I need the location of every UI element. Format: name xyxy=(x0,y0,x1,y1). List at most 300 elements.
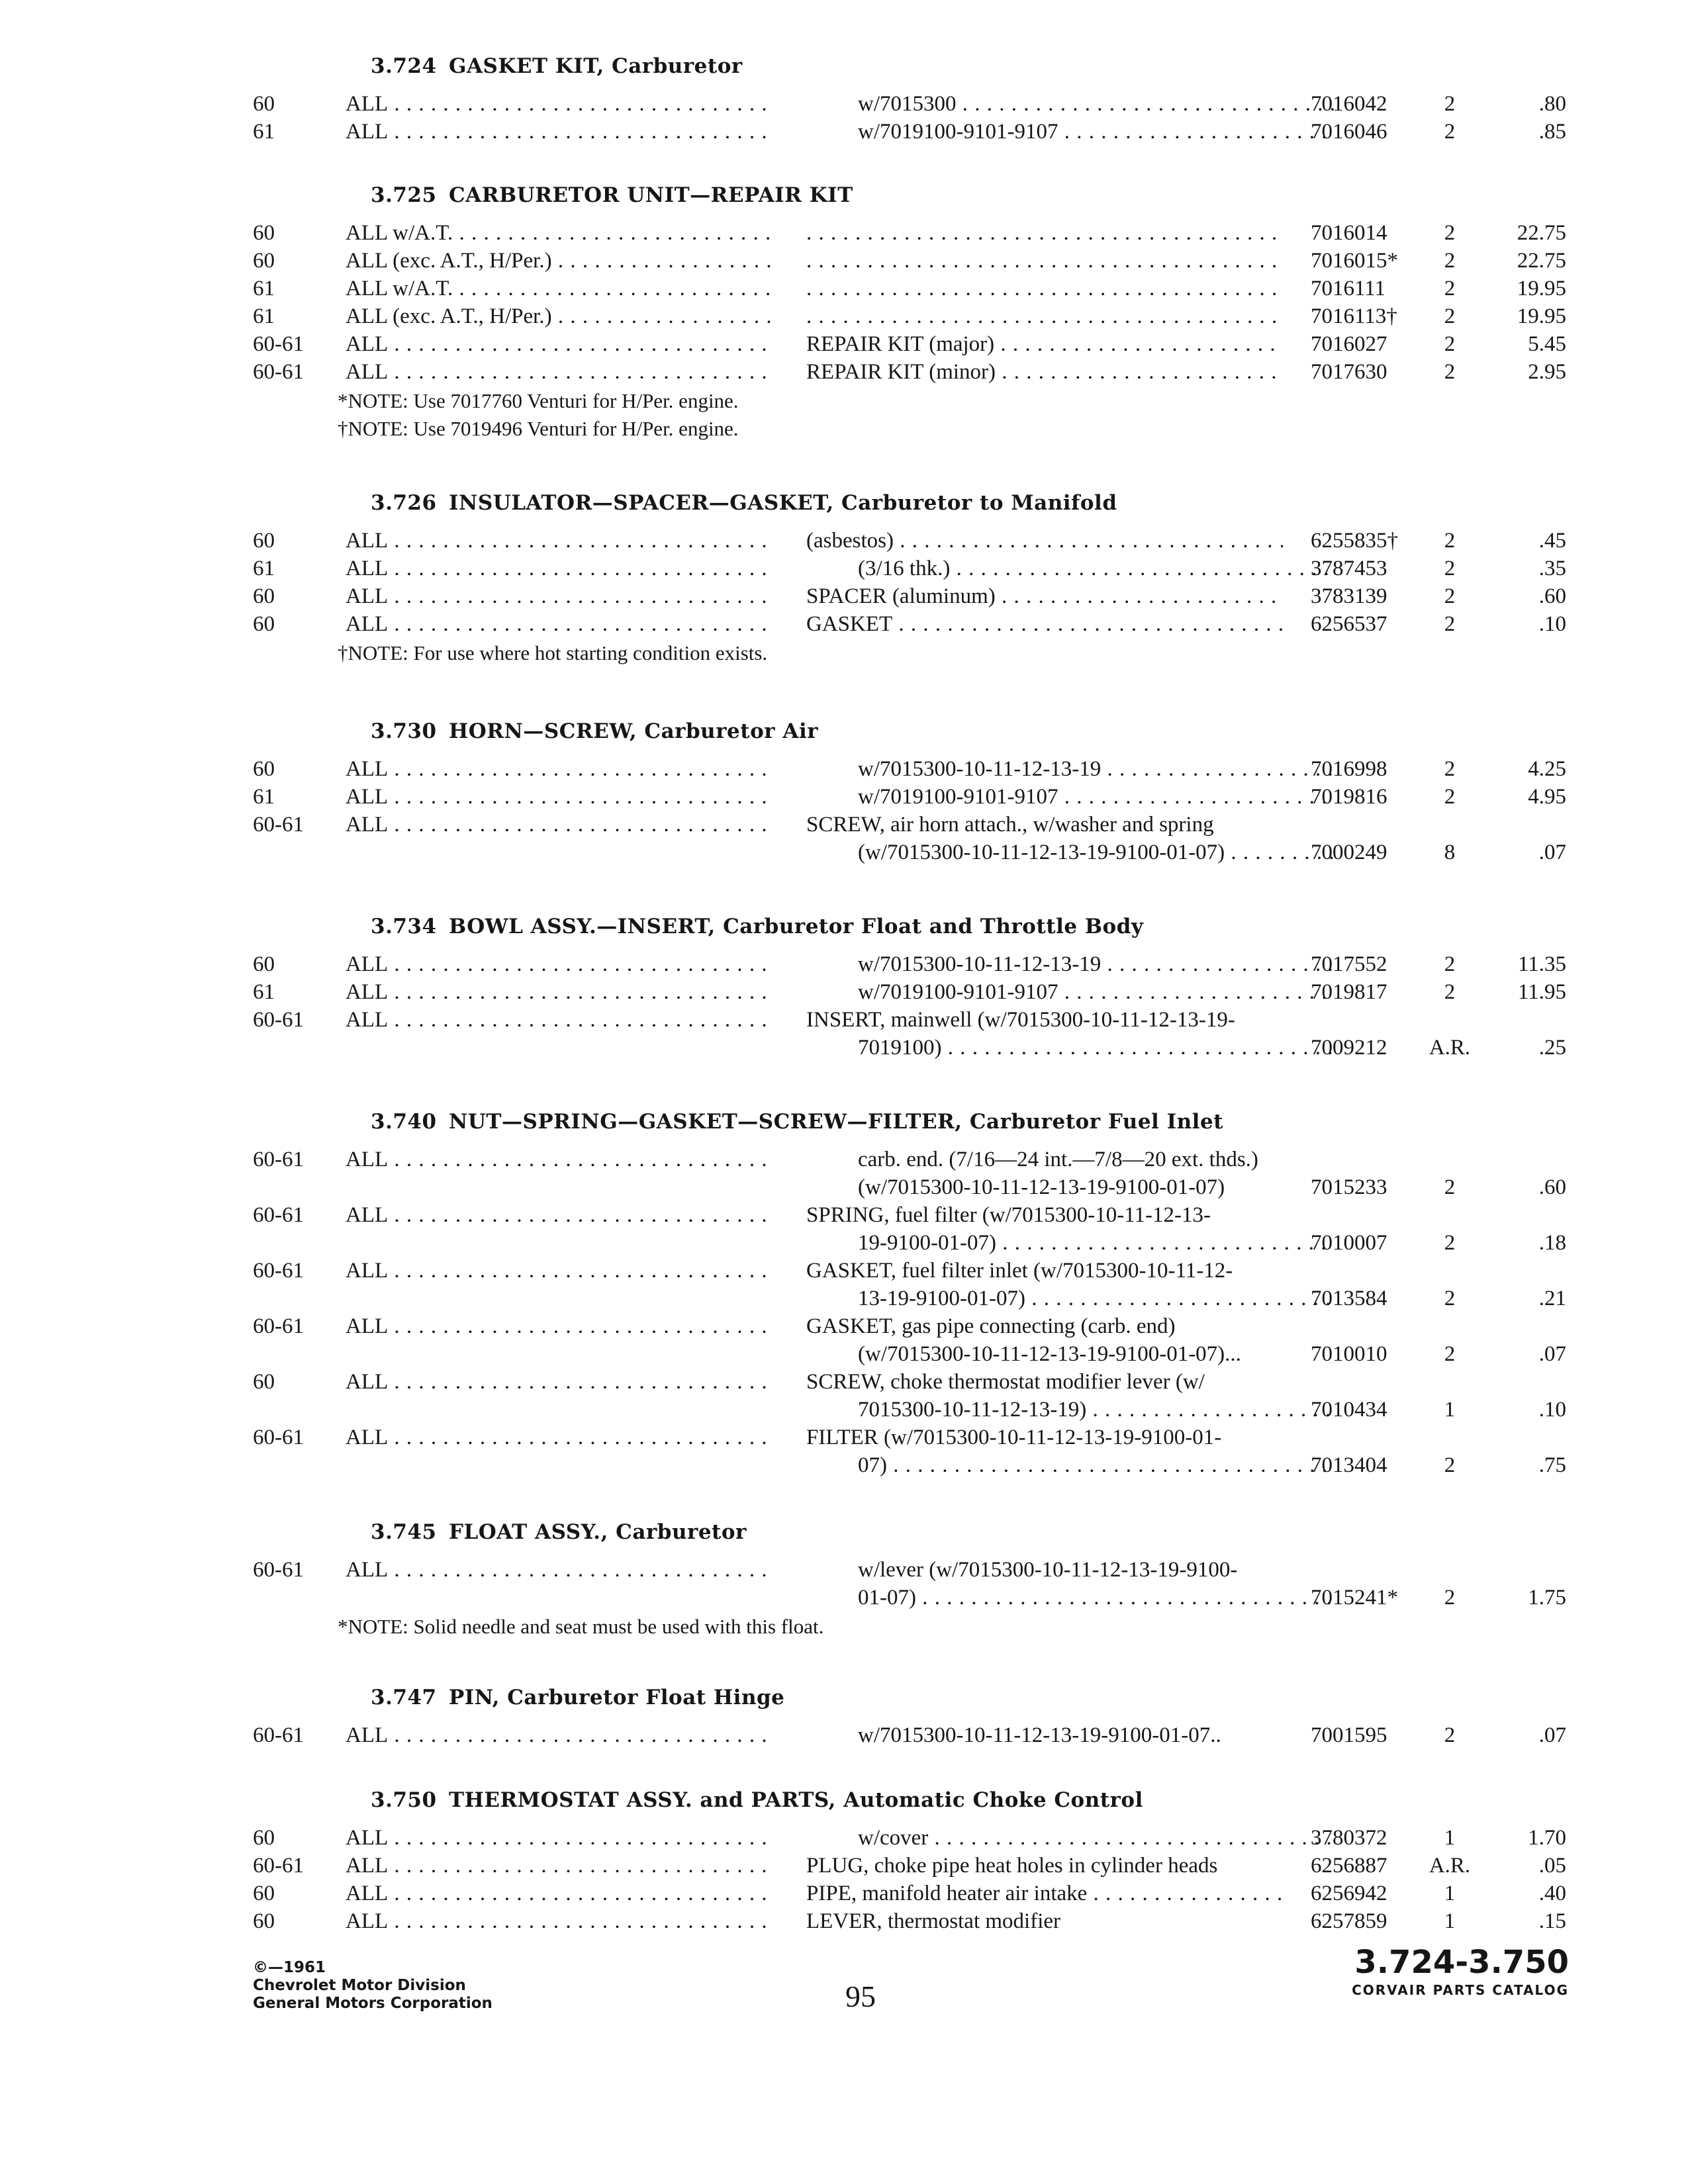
part-row xyxy=(0,1201,1688,1229)
part-number-cell xyxy=(1311,1880,1417,1907)
year-cell xyxy=(253,1201,332,1229)
quantity-cell xyxy=(1423,1880,1476,1907)
part-number-cell-text: 7010007 xyxy=(1311,1231,1387,1255)
price-cell xyxy=(1483,219,1566,247)
part-number-cell xyxy=(1311,1201,1417,1229)
quantity-cell-text: 1 xyxy=(1444,1882,1456,1905)
quantity-cell xyxy=(1423,1312,1476,1340)
description-cell xyxy=(806,358,1283,386)
model-cell-text: ALL xyxy=(346,1203,389,1227)
price-cell-text: .45 xyxy=(1538,529,1566,553)
model-cell-text: ALL (exc. A.T., H/Per.) xyxy=(346,249,552,273)
part-number-cell-text: 7016015* xyxy=(1311,249,1398,273)
quantity-cell xyxy=(1423,950,1476,978)
description-cell xyxy=(806,1396,1335,1424)
part-number-cell xyxy=(1311,610,1417,638)
description-cell xyxy=(806,90,1335,118)
section-title: FLOAT ASSY., Carburetor xyxy=(449,1520,747,1544)
description-cell-text: 7015300-10-11-12-13-19) xyxy=(858,1398,1087,1422)
part-number-cell-text: 7019816 xyxy=(1311,785,1387,809)
price-cell-text: 11.95 xyxy=(1517,980,1566,1004)
year-cell xyxy=(253,1584,332,1612)
section-title: GASKET KIT, Carburetor xyxy=(449,54,743,78)
description-cell xyxy=(806,555,1335,582)
year-cell xyxy=(253,1229,332,1257)
year-cell-text: 60 xyxy=(253,221,275,245)
part-row xyxy=(0,1556,1688,1584)
price-cell xyxy=(1483,1006,1566,1034)
section-number: 3.725 xyxy=(371,183,437,207)
description-cell-text: w/7015300-10-11-12-13-19 xyxy=(858,952,1102,976)
model-cell-text: ALL xyxy=(346,92,389,116)
price-cell xyxy=(1483,978,1566,1006)
quantity-cell-text: 2 xyxy=(1444,277,1456,300)
part-row xyxy=(0,1880,1688,1907)
section-heading xyxy=(371,483,1117,523)
quantity-cell-text: 2 xyxy=(1444,785,1456,809)
part-row xyxy=(0,1584,1688,1612)
model-cell-text: ALL xyxy=(346,757,389,781)
model-cell-text: ALL xyxy=(346,529,389,553)
price-cell-text: .15 xyxy=(1538,1909,1566,1933)
model-cell xyxy=(346,1424,774,1451)
description-cell xyxy=(806,1173,1335,1201)
model-cell-text: ALL xyxy=(346,332,389,356)
model-cell-text: ALL xyxy=(346,1854,389,1878)
part-row xyxy=(0,555,1688,582)
price-cell xyxy=(1483,118,1566,146)
section-title: NUT—SPRING—GASKET—SCREW—FILTER, Carburetor Fuel Inlet xyxy=(449,1110,1223,1134)
part-number-cell-text: 7010434 xyxy=(1311,1398,1387,1422)
quantity-cell-text: 2 xyxy=(1444,1231,1456,1255)
part-number-cell-text: 3780372 xyxy=(1311,1826,1387,1850)
description-cell-text: w/7015300-10-11-12-13-19 xyxy=(858,757,1102,781)
part-row xyxy=(0,118,1688,146)
quantity-cell-text: 1 xyxy=(1444,1909,1456,1933)
part-number-cell-text: 7016111 xyxy=(1311,277,1386,300)
part-row xyxy=(0,1312,1688,1340)
quantity-cell-text: 1 xyxy=(1444,1398,1456,1422)
model-cell xyxy=(346,1285,774,1312)
price-cell xyxy=(1483,302,1566,330)
price-cell xyxy=(1483,1907,1566,1935)
quantity-cell-text: 2 xyxy=(1444,952,1456,976)
quantity-cell xyxy=(1423,247,1476,275)
description-cell xyxy=(806,1852,1283,1880)
part-number-cell xyxy=(1311,582,1417,610)
year-cell xyxy=(253,90,332,118)
model-cell xyxy=(346,1721,774,1749)
quantity-cell xyxy=(1423,582,1476,610)
part-number-cell xyxy=(1311,358,1417,386)
part-number-cell xyxy=(1311,555,1417,582)
price-cell-text: 11.35 xyxy=(1517,952,1566,976)
description-cell xyxy=(806,1229,1335,1257)
model-cell-text: ALL xyxy=(346,1723,389,1747)
part-row xyxy=(0,1451,1688,1479)
description-cell xyxy=(806,330,1283,358)
year-cell-text: 60-61 xyxy=(253,1723,304,1747)
quantity-cell xyxy=(1423,1173,1476,1201)
description-cell xyxy=(806,582,1283,610)
model-cell xyxy=(346,247,774,275)
year-cell-text: 60 xyxy=(253,757,275,781)
price-cell xyxy=(1483,90,1566,118)
quantity-cell xyxy=(1423,1006,1476,1034)
section-note: †NOTE: Use 7019496 Venturi for H/Per. engine. xyxy=(338,417,739,440)
quantity-cell-text: 2 xyxy=(1444,557,1456,580)
part-row xyxy=(0,839,1688,866)
year-cell-text: 61 xyxy=(253,304,275,328)
year-cell-text: 60-61 xyxy=(253,332,304,356)
description-cell-text: w/7019100-9101-9107 xyxy=(858,120,1058,144)
part-row xyxy=(0,978,1688,1006)
description-cell-text: FILTER (w/7015300-10-11-12-13-19-9100-01- xyxy=(806,1426,1222,1449)
leader-dots xyxy=(806,302,1283,330)
part-number-cell-text: 7016027 xyxy=(1311,332,1387,356)
quantity-cell xyxy=(1423,302,1476,330)
model-cell xyxy=(346,555,774,582)
leader-dots xyxy=(806,247,1283,275)
quantity-cell-text: 2 xyxy=(1444,584,1456,608)
model-cell xyxy=(346,1396,774,1424)
year-cell xyxy=(253,1312,332,1340)
model-cell xyxy=(346,1257,774,1285)
year-cell-text: 61 xyxy=(253,980,275,1004)
year-cell xyxy=(253,1424,332,1451)
section-note: †NOTE: For use where hot starting condition exists. xyxy=(338,641,768,664)
model-cell xyxy=(346,358,774,386)
quantity-cell xyxy=(1423,1201,1476,1229)
model-cell xyxy=(346,582,774,610)
description-cell-text: (w/7015300-10-11-12-13-19-9100-01-07) xyxy=(858,1175,1225,1199)
section-number: 3.724 xyxy=(371,54,437,78)
part-number-cell xyxy=(1311,1257,1417,1285)
price-cell xyxy=(1483,783,1566,811)
section-number: 3.750 xyxy=(371,1788,437,1812)
year-cell xyxy=(253,275,332,302)
year-cell xyxy=(253,582,332,610)
part-number-cell xyxy=(1311,1824,1417,1852)
part-number-cell-text: 7013404 xyxy=(1311,1453,1387,1477)
description-cell xyxy=(806,275,1283,302)
division-name: Chevrolet Motor Division xyxy=(253,1977,466,1994)
quantity-cell-text: 2 xyxy=(1444,249,1456,273)
page-range-block xyxy=(1352,1942,1569,1998)
price-cell xyxy=(1483,555,1566,582)
year-cell xyxy=(253,783,332,811)
year-cell-text: 60 xyxy=(253,1826,275,1850)
year-cell xyxy=(253,1451,332,1479)
model-cell xyxy=(346,302,774,330)
price-cell xyxy=(1483,1257,1566,1285)
part-number-cell xyxy=(1311,1424,1417,1451)
part-number-cell xyxy=(1311,1556,1417,1584)
description-cell xyxy=(806,247,1283,275)
quantity-cell-text: 2 xyxy=(1444,1287,1456,1310)
price-cell-text: .25 xyxy=(1538,1036,1566,1060)
description-cell xyxy=(806,1340,1335,1368)
description-cell xyxy=(806,118,1335,146)
description-cell xyxy=(806,978,1335,1006)
model-cell-text: ALL xyxy=(346,1826,389,1850)
year-cell-text: 60 xyxy=(253,529,275,553)
year-cell-text: 60-61 xyxy=(253,360,304,384)
part-number-cell xyxy=(1311,1173,1417,1201)
quantity-cell-text: 2 xyxy=(1444,612,1456,636)
year-cell-text: 60 xyxy=(253,612,275,636)
description-cell-text: carb. end. (7/16—24 int.—7/8—20 ext. thds.) xyxy=(858,1148,1258,1171)
part-number-cell-text: 3783139 xyxy=(1311,584,1387,608)
model-cell xyxy=(346,275,774,302)
section-number: 3.730 xyxy=(371,719,437,743)
year-cell xyxy=(253,978,332,1006)
part-number-cell xyxy=(1311,302,1417,330)
price-cell xyxy=(1483,1368,1566,1396)
model-cell xyxy=(346,1368,774,1396)
part-number-cell-text: 7013584 xyxy=(1311,1287,1387,1310)
description-cell-text: w/7019100-9101-9107 xyxy=(858,785,1058,809)
description-cell-text: SPRING, fuel filter (w/7015300-10-11-12-13- xyxy=(806,1203,1211,1227)
model-cell-text: ALL xyxy=(346,1148,389,1171)
price-cell xyxy=(1483,755,1566,783)
part-number-cell-text: 7016014 xyxy=(1311,221,1387,245)
description-cell xyxy=(806,1312,1283,1340)
part-row xyxy=(0,1146,1688,1173)
description-cell-text: GASKET, gas pipe connecting (carb. end) xyxy=(806,1314,1176,1338)
model-cell xyxy=(346,1146,774,1173)
year-cell xyxy=(253,811,332,839)
quantity-cell xyxy=(1423,1368,1476,1396)
part-row xyxy=(0,1006,1688,1034)
description-cell xyxy=(806,1451,1335,1479)
year-cell xyxy=(253,1556,332,1584)
model-cell xyxy=(346,1584,774,1612)
year-cell-text: 61 xyxy=(253,557,275,580)
description-cell xyxy=(806,1285,1335,1312)
description-cell-text: (w/7015300-10-11-12-13-19-9100-01-07) xyxy=(858,841,1225,864)
description-cell-text: LEVER, thermostat modifier xyxy=(806,1909,1060,1933)
price-cell-text: .60 xyxy=(1538,1175,1566,1199)
description-cell-text: 07) xyxy=(858,1453,887,1477)
description-cell-text: w/7015300-10-11-12-13-19-9100-01-07.. xyxy=(858,1723,1221,1747)
quantity-cell xyxy=(1423,1396,1476,1424)
price-cell xyxy=(1483,330,1566,358)
part-number-cell xyxy=(1311,90,1417,118)
description-cell-text: SCREW, air horn attach., w/washer and spring xyxy=(806,813,1214,837)
description-cell-text: 19-9100-01-07) xyxy=(858,1231,996,1255)
section-heading xyxy=(371,1102,1223,1142)
quantity-cell xyxy=(1423,1034,1476,1062)
section-number: 3.740 xyxy=(371,1110,437,1134)
price-cell xyxy=(1483,1340,1566,1368)
price-cell xyxy=(1483,527,1566,555)
part-row xyxy=(0,247,1688,275)
year-cell-text: 60-61 xyxy=(253,1854,304,1878)
section-title: INSULATOR—SPACER—GASKET, Carburetor to Manifold xyxy=(449,491,1117,515)
part-row xyxy=(0,1424,1688,1451)
part-row xyxy=(0,1721,1688,1749)
price-cell-text: .21 xyxy=(1538,1287,1566,1310)
description-cell-text: SCREW, choke thermostat modifier lever (w/ xyxy=(806,1370,1205,1394)
year-cell-text: 60-61 xyxy=(253,1314,304,1338)
price-cell xyxy=(1483,275,1566,302)
quantity-cell xyxy=(1423,1584,1476,1612)
part-number-cell xyxy=(1311,1451,1417,1479)
year-cell xyxy=(253,247,332,275)
model-cell xyxy=(346,219,774,247)
model-cell xyxy=(346,1852,774,1880)
model-cell xyxy=(346,330,774,358)
section-heading xyxy=(371,46,743,86)
price-cell xyxy=(1483,1584,1566,1612)
price-cell-text: 4.95 xyxy=(1528,785,1566,809)
section-heading xyxy=(371,711,818,751)
model-cell xyxy=(346,1006,774,1034)
year-cell xyxy=(253,1173,332,1201)
year-cell xyxy=(253,358,332,386)
price-cell xyxy=(1483,1229,1566,1257)
year-cell-text: 60-61 xyxy=(253,1558,304,1582)
publisher-block xyxy=(253,1959,492,2013)
year-cell-text: 61 xyxy=(253,785,275,809)
price-cell-text: .10 xyxy=(1538,1398,1566,1422)
quantity-cell-text: 2 xyxy=(1444,1342,1456,1366)
quantity-cell xyxy=(1423,275,1476,302)
description-cell xyxy=(806,1424,1283,1451)
quantity-cell xyxy=(1423,839,1476,866)
part-row xyxy=(0,1396,1688,1424)
year-cell xyxy=(253,1396,332,1424)
year-cell xyxy=(253,1368,332,1396)
description-cell xyxy=(806,1201,1283,1229)
description-cell-text: w/7015300 xyxy=(858,92,957,116)
leader-dots xyxy=(806,275,1283,302)
year-cell-text: 60 xyxy=(253,952,275,976)
part-number-cell-text: 7015241* xyxy=(1311,1586,1398,1610)
description-cell xyxy=(806,1584,1335,1612)
part-row xyxy=(0,755,1688,783)
model-cell xyxy=(346,755,774,783)
part-number-cell-text: 7016042 xyxy=(1311,92,1387,116)
part-number-cell-text: 6257859 xyxy=(1311,1909,1387,1933)
price-cell xyxy=(1483,1396,1566,1424)
year-cell-text: 60-61 xyxy=(253,1148,304,1171)
price-cell xyxy=(1483,1424,1566,1451)
part-number-cell xyxy=(1311,1146,1417,1173)
quantity-cell-text: 2 xyxy=(1444,1586,1456,1610)
year-cell xyxy=(253,1907,332,1935)
part-row xyxy=(0,582,1688,610)
year-cell-text: 60 xyxy=(253,1909,275,1933)
part-number-cell xyxy=(1311,219,1417,247)
model-cell xyxy=(346,811,774,839)
price-cell xyxy=(1483,1852,1566,1880)
description-cell-text: PIPE, manifold heater air intake xyxy=(806,1882,1088,1905)
corporation-name: General Motors Corporation xyxy=(253,1995,492,2012)
year-cell xyxy=(253,1852,332,1880)
quantity-cell xyxy=(1423,1285,1476,1312)
quantity-cell-text: 2 xyxy=(1444,1723,1456,1747)
part-number-cell xyxy=(1311,330,1417,358)
model-cell-text: ALL xyxy=(346,557,389,580)
model-cell xyxy=(346,783,774,811)
description-cell-text: 7019100) xyxy=(858,1036,942,1060)
quantity-cell xyxy=(1423,118,1476,146)
model-cell-text: ALL xyxy=(346,785,389,809)
page-number: 95 xyxy=(845,1979,876,2013)
price-cell-text: .07 xyxy=(1538,841,1566,864)
model-cell xyxy=(346,118,774,146)
part-row xyxy=(0,90,1688,118)
model-cell xyxy=(346,950,774,978)
part-number-cell xyxy=(1311,839,1417,866)
part-number-cell xyxy=(1311,1852,1417,1880)
part-row xyxy=(0,302,1688,330)
price-cell-text: .18 xyxy=(1538,1231,1566,1255)
model-cell-text: ALL xyxy=(346,1370,389,1394)
year-cell xyxy=(253,118,332,146)
part-row xyxy=(0,1824,1688,1852)
part-number-cell xyxy=(1311,1006,1417,1034)
model-cell-text: ALL xyxy=(346,1909,389,1933)
description-cell xyxy=(806,1721,1335,1749)
part-number-cell-text: 3787453 xyxy=(1311,557,1387,580)
quantity-cell xyxy=(1423,555,1476,582)
year-cell-text: 60 xyxy=(253,92,275,116)
part-row xyxy=(0,1285,1688,1312)
quantity-cell xyxy=(1423,1424,1476,1451)
quantity-cell-text: 2 xyxy=(1444,980,1456,1004)
model-cell-text: ALL xyxy=(346,612,389,636)
quantity-cell xyxy=(1423,610,1476,638)
quantity-cell xyxy=(1423,1229,1476,1257)
price-cell-text: 22.75 xyxy=(1517,221,1566,245)
part-number-cell-text: 7016998 xyxy=(1311,757,1387,781)
model-cell-text: ALL xyxy=(346,120,389,144)
model-cell xyxy=(346,1340,774,1368)
model-cell-text: ALL xyxy=(346,1882,389,1905)
part-number-cell-text: 7009212 xyxy=(1311,1036,1387,1060)
section-heading xyxy=(371,1678,784,1717)
price-cell-text: .35 xyxy=(1538,557,1566,580)
year-cell xyxy=(253,219,332,247)
price-cell xyxy=(1483,1034,1566,1062)
part-row xyxy=(0,1229,1688,1257)
part-number-cell xyxy=(1311,1368,1417,1396)
model-cell-text: ALL xyxy=(346,584,389,608)
part-number-cell-text: 7000249 xyxy=(1311,841,1387,864)
part-row xyxy=(0,1368,1688,1396)
quantity-cell xyxy=(1423,755,1476,783)
part-number-cell xyxy=(1311,527,1417,555)
quantity-cell-text: 2 xyxy=(1444,757,1456,781)
year-cell-text: 60-61 xyxy=(253,813,304,837)
year-cell-text: 60-61 xyxy=(253,1259,304,1283)
price-cell xyxy=(1483,1285,1566,1312)
part-row xyxy=(0,527,1688,555)
part-number-cell-text: 7017552 xyxy=(1311,952,1387,976)
part-number-cell xyxy=(1311,811,1417,839)
part-row xyxy=(0,1340,1688,1368)
model-cell-text: ALL xyxy=(346,1008,389,1032)
description-cell-text: REPAIR KIT (major) xyxy=(806,332,995,356)
quantity-cell-text: 2 xyxy=(1444,360,1456,384)
description-cell xyxy=(806,219,1283,247)
year-cell-text: 61 xyxy=(253,277,275,300)
year-cell xyxy=(253,1006,332,1034)
year-cell-text: 60-61 xyxy=(253,1203,304,1227)
